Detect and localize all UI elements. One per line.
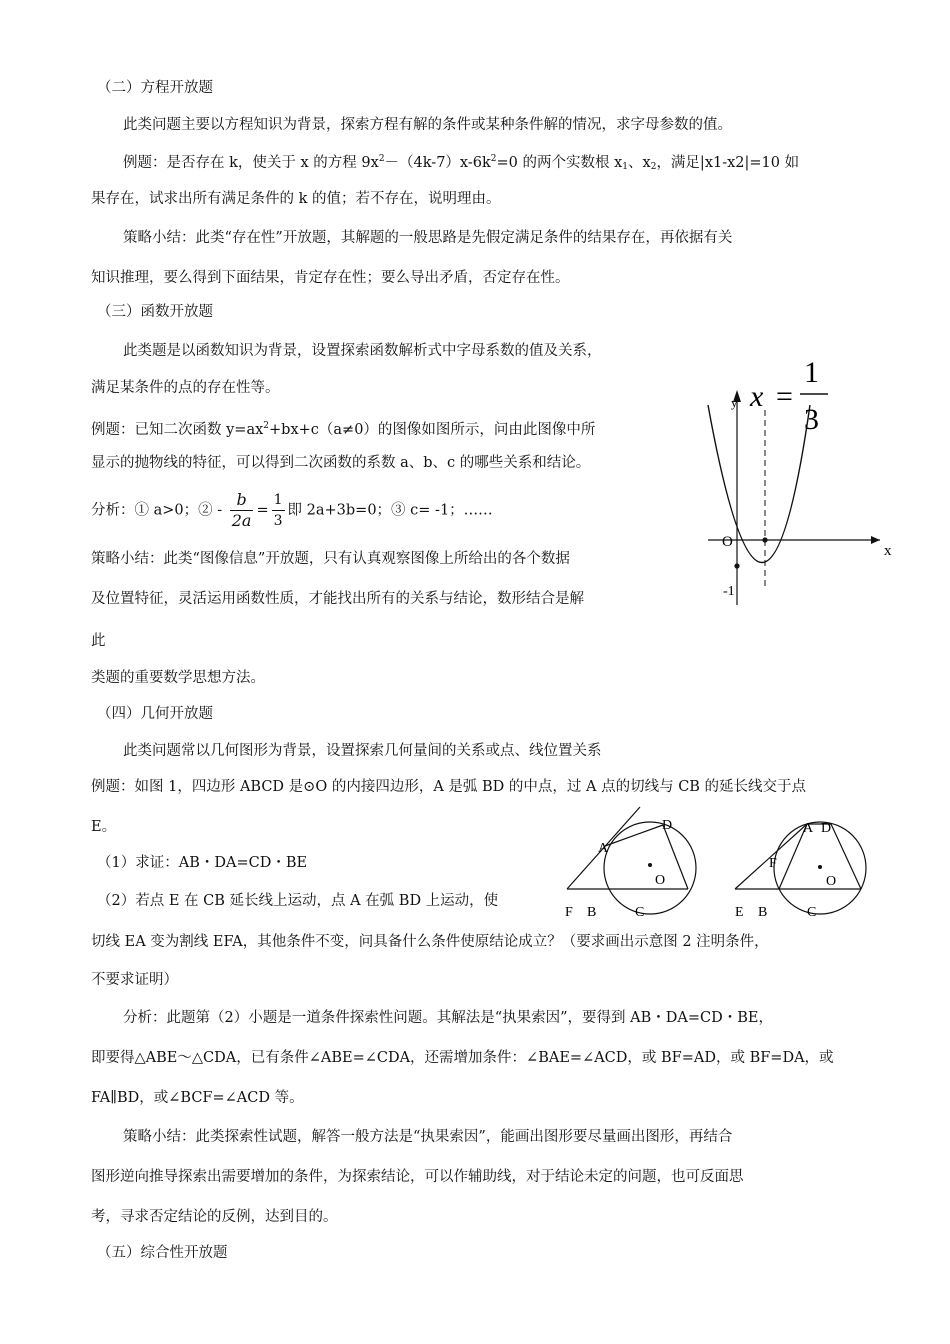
y-axis-label: y: [731, 395, 738, 410]
example-line: 例题：是否存在 k，使关于 x 的方程 $9x^2-(4k-7)x-6k^2=0$ 的两个实数根 $x_1$、$x_2$，满足|x1-x2|=10 如: [123, 154, 800, 172]
figure-2: [735, 821, 866, 920]
paragraph: 满足某条件的点的存在性等。: [91, 380, 280, 396]
circle-o-fig1: [604, 822, 696, 914]
paragraph: 图形逆向推导探索出需要增加的条件，为探索结论，可以作辅助线，对于结论未定的问题，也可反面思: [91, 1169, 744, 1185]
paragraph: 此类题是以函数知识为背景，设置探索函数解析式中字母系数的值及关系，: [123, 343, 602, 359]
label-e-fig2: E: [735, 905, 744, 920]
example-line: 例题：已知二次函数 $y=ax^2+bx+c(a\ne 0)$的图像如图所示，问由此图像中所: [91, 421, 596, 438]
paragraph: 显示的抛物线的特征，可以得到二次函数的系数 a、b、c 的哪些关系和结论。: [91, 455, 591, 471]
y-intercept-point: [734, 563, 739, 568]
paragraph: FA∥BD，或∠BCF=∠ACD 等。: [91, 1090, 304, 1106]
paragraph: E。: [91, 819, 117, 835]
chord-dc: [663, 825, 688, 889]
label-a: A: [598, 841, 609, 856]
paragraph: 此类问题常以几何图形为背景，设置探索几何量间的关系或点、线位置关系: [123, 743, 602, 759]
paragraph: 果存在，试求出所有满足条件的 k 的值；若不存在，说明理由。: [91, 191, 501, 207]
strategy-summary: 策略小结：此类“存在性”开放题，其解题的一般思路是先假定满足条件的结果存在，再依据有关: [123, 230, 733, 246]
fraction-one-third: $\frac{1}{3}$: [273, 492, 283, 529]
label-c: C: [635, 905, 645, 920]
label-f: F: [565, 905, 573, 920]
graph-label-x: x: [750, 380, 764, 413]
parabola-graph: [680, 350, 920, 610]
paragraph: 即要得△ABE～△CDA，已有条件∠ABE=∠CDA，还需增加条件：∠BAE=∠ACD，或 BF=AD，或 BF=DA，或: [91, 1050, 834, 1066]
paragraph: 不要求证明）: [91, 972, 178, 988]
x-axis-arrow: [871, 536, 880, 544]
minus-one-label: -1: [723, 584, 735, 599]
strategy-summary: 策略小结：此类探索性试题，解答一般方法是“执果索因”，能画出图形要尽量画出图形，再结合: [123, 1129, 733, 1145]
section-heading-geometry: （四）几何开放题: [97, 706, 213, 722]
paragraph: 此类问题主要以方程知识为背景，探索方程有解的条件或某种条件解的情况，求字母参数的值。: [123, 117, 732, 133]
chord-ad: [605, 825, 663, 846]
geometry-figures: [555, 805, 875, 925]
graph-label-eq: =: [776, 380, 793, 413]
analysis-line: 分析：此题第（2）小题是一道条件探索性问题。其解法是“执果索因”，要得到 AB・DA=CD・BE，: [123, 1010, 773, 1026]
question-2: （2）若点 E 在 CB 延长线上运动，点 A 在弧 BD 上运动，使: [97, 893, 499, 909]
fraction-b-over-2a: $\frac{b}{2a}$: [231, 490, 252, 530]
origin-label: O: [722, 534, 733, 550]
center-point-fig2: [818, 865, 822, 869]
center-point-fig1: [648, 863, 652, 867]
paragraph: 切线 EA 变为割线 EFA，其他条件不变，问具备什么条件使原结论成立？（要求画出示意图 2 注明条件，: [91, 934, 769, 950]
label-b-fig2: B: [758, 905, 768, 920]
label-f-fig2: F: [769, 856, 777, 871]
strategy-summary: 策略小结：此类“图像信息”开放题，只有认真观察图像上所给出的各个数据: [91, 551, 570, 567]
example-line: 例题：如图 1，四边形 ABCD 是⊙O 的内接四边形，A 是弧 BD 的中点，过 A 点的切线与 CB 的延长线交于点: [91, 779, 807, 795]
label-b: B: [587, 905, 597, 920]
label-d: D: [662, 818, 673, 833]
paragraph: 知识推理，要么得到下面结果，肯定存在性；要么导出矛盾，否定存在性。: [91, 270, 570, 286]
paragraph: 类题的重要数学思想方法。: [91, 670, 265, 686]
question-1: （1）求证：AB・DA=CD・BE: [97, 855, 308, 871]
graph-label-den: 3: [804, 403, 819, 436]
section-heading-equation: （二）方程开放题: [97, 80, 213, 96]
paragraph: 考，寻求否定结论的反例，达到目的。: [91, 1209, 338, 1225]
section-heading-comprehensive: （五）综合性开放题: [97, 1245, 228, 1261]
label-o: O: [655, 873, 666, 888]
figure-1: [565, 807, 696, 920]
label-d-fig2: D: [821, 821, 832, 836]
label-a-fig2: A: [803, 821, 814, 836]
x-axis-label: x: [884, 543, 892, 559]
vertex-x-point: [762, 537, 767, 542]
paragraph: 及位置特征，灵活运用函数性质，才能找出所有的关系与结论，数形结合是解: [91, 591, 584, 607]
label-o-fig2: O: [826, 874, 837, 889]
paragraph: 此: [91, 633, 106, 649]
graph-label-num: 1: [804, 356, 819, 389]
section-heading-function: （三）函数开放题: [97, 304, 213, 320]
analysis-line: 分析：① a>0；② - $\frac{b}{2a}$ = $\frac{1}{3}$ 即 2a+3b=0；③ c= -1；……: [91, 490, 493, 530]
label-c-fig2: C: [807, 905, 817, 920]
